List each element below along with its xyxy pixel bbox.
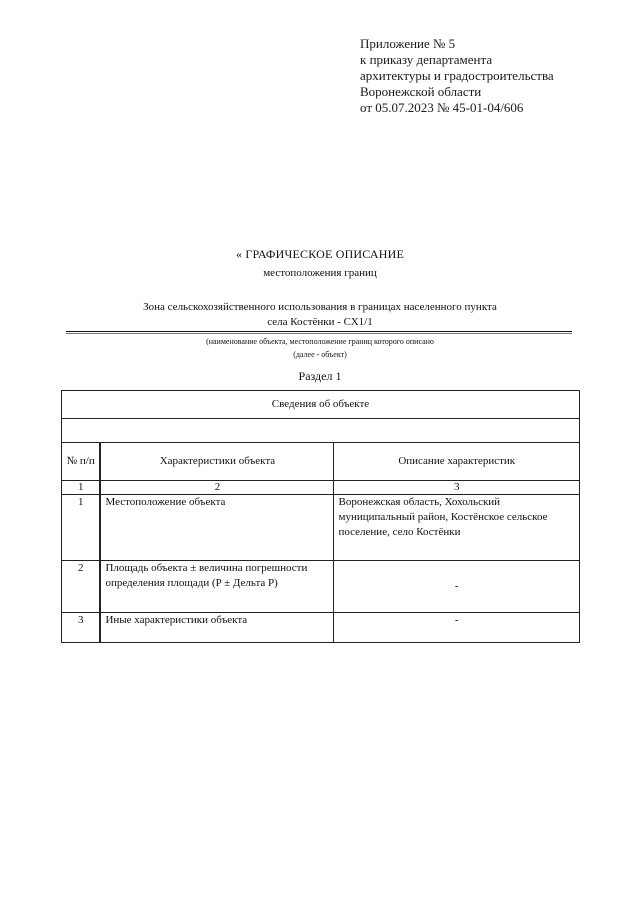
table-row bbox=[62, 613, 580, 643]
col-number-3: 3 bbox=[334, 481, 580, 495]
row-2-num: 2 bbox=[62, 561, 101, 613]
appendix-line-5: от 05.07.2023 № 45-01-04/606 bbox=[360, 100, 524, 115]
object-note-line-2: (далее - объект) bbox=[293, 350, 347, 359]
col-number-1: 1 bbox=[62, 481, 101, 495]
appendix-line-1: Приложение № 5 bbox=[360, 36, 456, 51]
table-row bbox=[62, 561, 580, 613]
object-info-table bbox=[61, 390, 580, 643]
header-description: Описание характеристик bbox=[334, 443, 580, 481]
appendix-line-3: архитектуры и градостроительства bbox=[360, 68, 554, 83]
col-number-2: 2 bbox=[100, 481, 334, 495]
row-3-characteristic: Иные характеристики объекта bbox=[100, 613, 334, 643]
underline-rule bbox=[66, 331, 572, 332]
object-name-line-2: села Костёнки - СХ1/1 bbox=[267, 316, 373, 328]
row-2-description: - bbox=[334, 561, 580, 613]
row-3-num: 3 bbox=[62, 613, 101, 643]
underline-rule-secondary bbox=[66, 333, 572, 334]
object-name-line-1: Зона сельскохозяйственного использования в границах населенного пункта bbox=[143, 301, 497, 313]
appendix-line-4: Воронежской области bbox=[360, 84, 482, 99]
header-num: № п/п bbox=[62, 443, 101, 481]
table-empty-row bbox=[62, 419, 580, 443]
document-subtitle: местоположения границ bbox=[263, 267, 377, 279]
row-1-description: Воронежская область, Хохольский муниципальный район, Костёнское сельское поселение, село Костёнки bbox=[334, 495, 580, 561]
row-2-characteristic: Площадь объекта ± величина погрешности определения площади (P ± Дельта P) bbox=[100, 561, 334, 613]
header-characteristic: Характеристики объекта bbox=[100, 443, 334, 481]
table-row bbox=[62, 495, 580, 561]
appendix-block bbox=[360, 36, 554, 116]
appendix-line-2: к приказу департамента bbox=[360, 52, 493, 67]
row-3-description: - bbox=[334, 613, 580, 643]
table-caption: Сведения об объекте bbox=[62, 391, 580, 419]
section-heading: Раздел 1 bbox=[298, 369, 342, 383]
row-1-characteristic: Местоположение объекта bbox=[100, 495, 334, 561]
row-1-num: 1 bbox=[62, 495, 101, 561]
object-note-line-1: (наименование объекта, местоположение границ которого описано bbox=[206, 337, 434, 346]
document-title: « ГРАФИЧЕСКОЕ ОПИСАНИЕ bbox=[235, 247, 405, 261]
